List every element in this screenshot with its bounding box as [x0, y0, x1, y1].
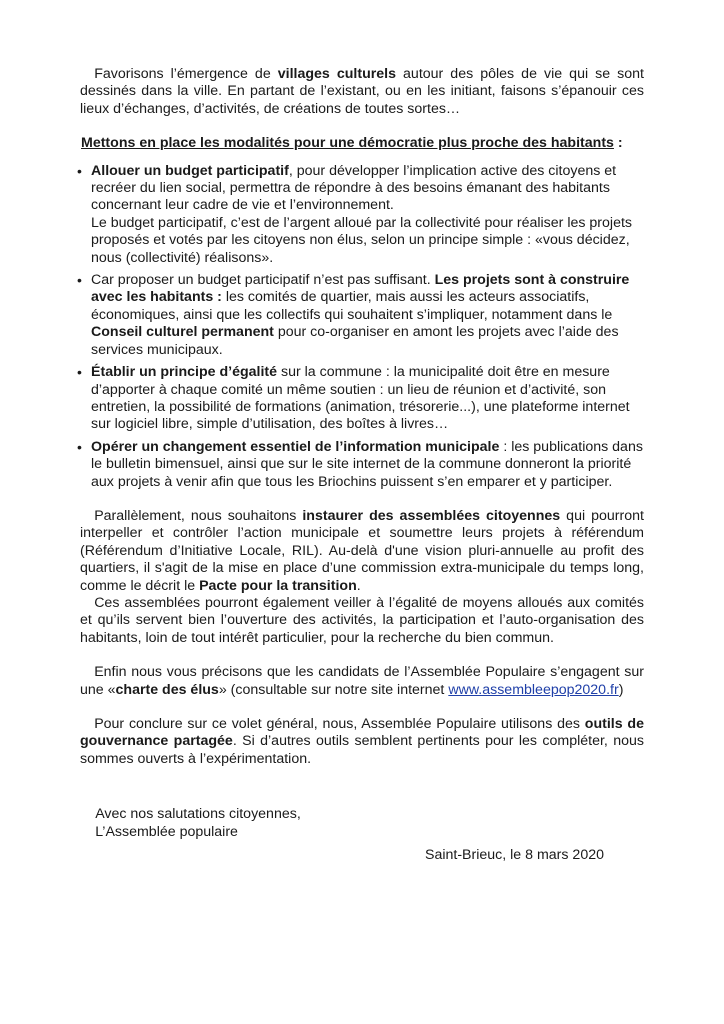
list-item [78, 163, 644, 267]
charter-paragraph [80, 664, 644, 699]
assemblies-text-2: qui pourront interpeller et contrôler l’action municipale et soumettre leurs projets à référendum (Référendum d’Initiative Locale, RIL). Au-delà d'une vision pluri-annuelle au profit des quartiers, il s'agit de la mise en place d’une commission extra-municipale du temps long, comme le décrit le [80, 507, 644, 594]
item-text: , pour développer l’implication active des citoyens et recréer du lien social, permettra de répondre à des besoins émanant des habitants concernant leur cadre de vie et l’environnement. [91, 162, 617, 214]
item-text-3: pour co-organiser en amont les projets avec l’aide des services municipaux. [91, 324, 619, 358]
section-heading: Mettons en place les modalités pour une démocratie plus proche des habitants [81, 135, 614, 152]
website-link[interactable]: www.assembleepop2020.fr [448, 681, 619, 698]
intro-text-rest: autour des pôles de vie qui se sont dessinés dans la ville. En partant de l’existant, ou en les initiant, faisons s’épanouir ces lieux d’échanges, d’activités, de créations de toutes sortes… [80, 66, 644, 117]
bullet-icon: • [77, 162, 82, 179]
assemblies-paragraph [80, 508, 644, 595]
item-text-2: les comités de quartier, mais aussi les acteurs associatifs, économiques, ainsi que les collectifs qui souhaitent s’impliquer, notamment dans le [91, 289, 613, 323]
bullet-icon: • [77, 438, 82, 455]
item-bold: Opérer un changement essentiel de l’information municipale [91, 438, 500, 455]
assemblies-text: Parallèlement, nous souhaitons [94, 507, 303, 524]
item-text: : les publications dans le bulletin bimensuel, ainsi que sur le site internet de la commune donneront la priorité aux projets à venir afin que tous les Briochins puissent s’en emparer et y participer. [91, 438, 643, 490]
bullet-icon: • [77, 364, 82, 381]
proposal-list [78, 163, 644, 491]
item-bold: Établir un principe d’égalité [91, 364, 278, 381]
charter-text-2: » (consultable sur notre site internet [218, 681, 449, 698]
section-heading-line [80, 135, 644, 152]
conclusion-text-2: . Si d’autres outils semblent pertinents pour les compléter, nous sommes ouverts à l’expérimentation. [80, 733, 644, 767]
conclusion-bold: outils de gouvernance partagée [80, 716, 644, 750]
charter-bold: charte des élus [115, 681, 219, 698]
intro-paragraph [80, 66, 644, 118]
signature-name: L’Assemblée populaire [95, 823, 238, 840]
list-item [78, 364, 644, 434]
intro-bold: villages culturels [277, 66, 396, 82]
assemblies-bold: instaurer des assemblées citoyennes [302, 507, 561, 524]
intro-text: Favorisons l’émergence de [94, 66, 278, 82]
bullet-icon: • [77, 272, 82, 289]
charter-text-3: ) [618, 681, 624, 698]
item-text-2: Le budget participatif, c’est de l’argent alloué par la collectivité pour réaliser les projets proposés et votés par les citoyens non élus, selon un principe simple : «vous décidez, nous (collectivité) réalisons». [91, 214, 632, 266]
assemblies-bold-2: Pacte pour la transition [199, 577, 357, 594]
item-bold: Allouer un budget participatif [91, 162, 289, 179]
charter-text: Enfin nous vous précisons que les candidats de l’Assemblée Populaire s’engagent sur une « [80, 664, 644, 698]
list-item [78, 439, 644, 491]
item-bold: Les projets sont à construire avec les habitants : [91, 272, 630, 306]
assemblies-paragraph-2: Ces assemblées pourront également veiller à l’égalité de moyens alloués aux comités et qu’ils servent bien l’ouverture des activités, la participation et l’auto-organisation des habitants, loin de tout intérêt particulier, pour la recherche du bien commun. [80, 594, 644, 646]
item-bold-2: Conseil culturel permanent [91, 324, 274, 341]
list-item [78, 272, 644, 359]
conclusion-paragraph [80, 716, 644, 768]
signature-greeting: Avec nos salutations citoyennes, [95, 806, 301, 823]
signature-date: Saint-Brieuc, le 8 mars 2020 [424, 847, 604, 864]
heading-colon: : [613, 135, 623, 152]
assemblies-text-3: . [356, 577, 361, 594]
item-text: sur la commune : la municipalité doit être en mesure d’apporter à chaque comité un même soutien : un lieu de réunion et d’activité, son entretien, la possibilité de formations (animation, trésorerie...), une plateforme internet sur logiciel libre, simple d’utilisation, des boîtes à livres… [91, 364, 630, 433]
item-text: Car proposer un budget participatif n’est pas suffisant. [91, 272, 435, 289]
conclusion-text: Pour conclure sur ce volet général, nous, Assemblée Populaire utilisons des [94, 716, 585, 732]
